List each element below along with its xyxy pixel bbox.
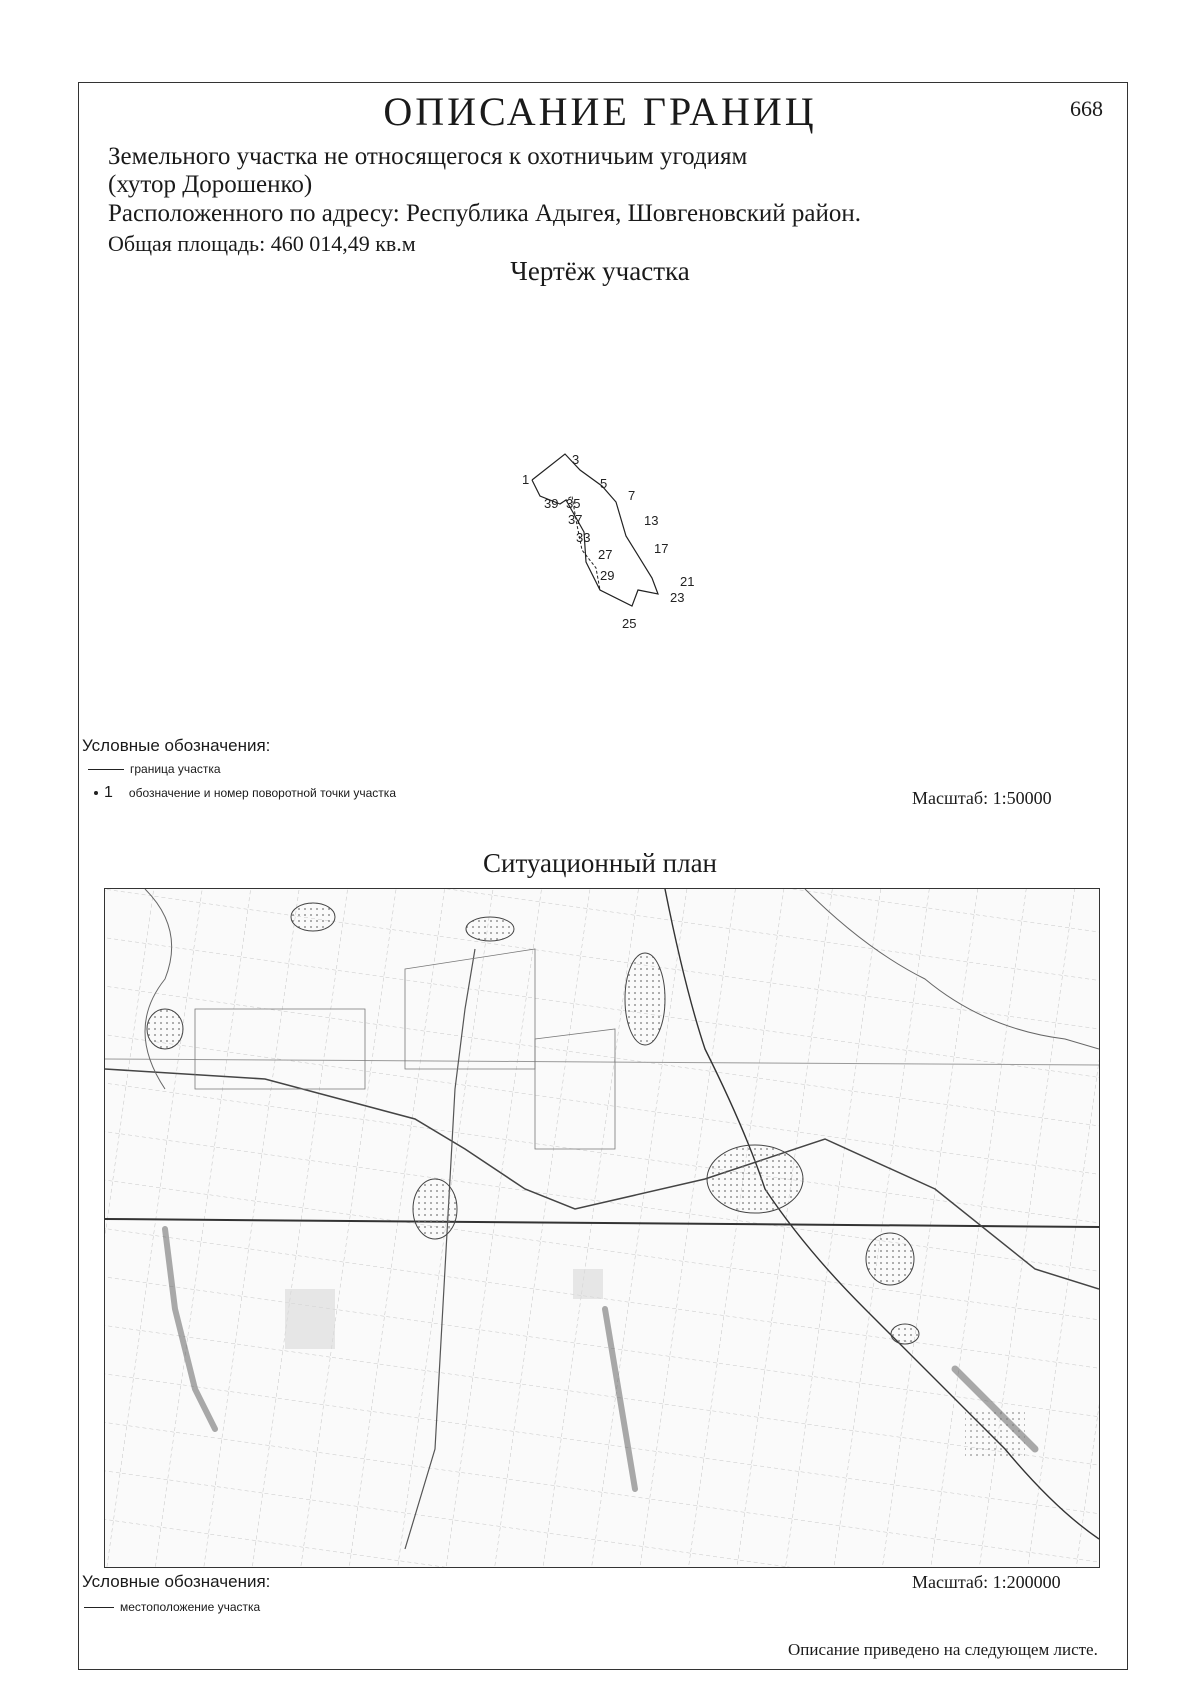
drawing-section-title: Чертёж участка [510,256,690,286]
footer-note: Описание приведено на следующем листе. [788,1640,1098,1659]
situation-legend-title: Условные обозначения: [82,1572,271,1591]
point-label-39: 39 [544,496,559,511]
header-line-3: Расположенного по адресу: Республика Адыгея, Шовгеновский район. [108,200,862,227]
drawing-legend-title: Условные обозначения: [82,736,271,755]
legend-location-row [84,1600,260,1614]
document-title: ОПИСАНИЕ ГРАНИЦ [383,89,817,134]
point-label-5: 5 [600,476,608,491]
point-label-13: 13 [644,513,659,528]
situation-plan-title: Ситуационный план [482,848,718,878]
location-line-symbol [84,1607,114,1608]
legend-point-label: обозначение и номер поворотной точки участка [128,786,396,800]
situation-map-drawing [105,889,1099,1567]
point-dot-symbol [94,791,98,795]
legend-location-label: местоположение участка [120,1600,261,1614]
point-label-27: 27 [598,547,613,562]
page-number: 668 [1070,96,1103,121]
situation-map [104,888,1100,1568]
point-label-3: 3 [572,452,580,467]
parcel-boundary [532,454,658,606]
drawing-scale: Масштаб: 1:50000 [912,788,1052,808]
boundary-line-symbol [88,769,124,770]
point-label-7: 7 [628,488,636,503]
header-line-2: (хутор Дорошенко) [108,171,313,198]
legend-boundary-row [88,762,221,776]
legend-point-row [94,784,396,802]
header-line-4: Общая площадь: 460 014,49 кв.м [108,231,416,256]
point-label-23: 23 [670,590,685,605]
point-label-33: 33 [576,530,591,545]
header-line-1: Земельного участка не относящегося к охотничьим угодиям [108,143,748,170]
point-label-21: 21 [680,574,695,589]
legend-point-number: 1 [104,784,113,801]
point-label-35: 35 [566,496,581,511]
point-label-17: 17 [654,541,669,556]
legend-boundary-label: граница участка [130,762,221,776]
parcel-drawing [520,440,700,640]
situation-scale: Масштаб: 1:200000 [912,1572,1061,1592]
point-label-37: 37 [568,512,583,527]
point-label-29: 29 [600,568,615,583]
point-label-1: 1 [522,472,530,487]
point-label-25: 25 [622,616,637,631]
